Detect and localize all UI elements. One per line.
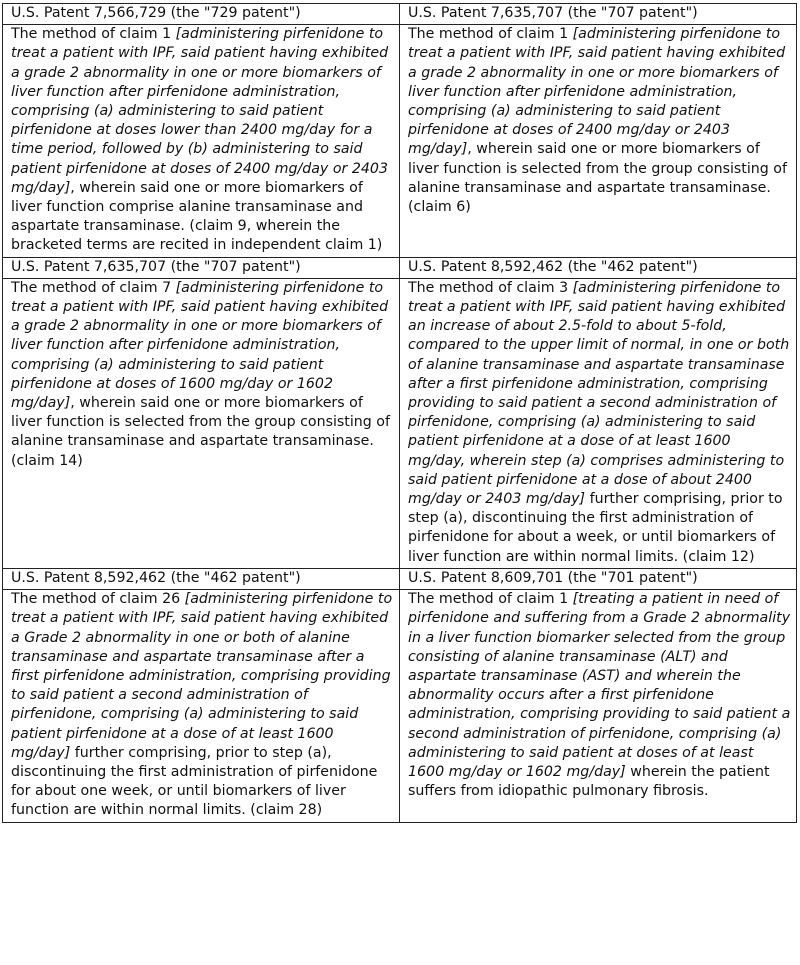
claim-bracketed-terms: [administering pirfenidone to treat a patient with IPF, said patient having exhibited a grade 2 abnormality in one or more biomarkers of liver function after pirfenidone administration, comprising (a) administering to said patient pirfenidone at doses of 2400 mg/day or 2403 mg/day] <box>408 26 786 158</box>
patent-header: U.S. Patent 7,566,729 (the "729 patent") <box>3 4 400 25</box>
claim-text <box>400 590 797 822</box>
claim-text <box>3 278 400 568</box>
claim-row-3 <box>3 590 797 822</box>
claim-text <box>3 590 400 822</box>
claim-suffix: further comprising, prior to step (a), discontinuing the first administration of pirfenidone for about a week, or until biomarkers of liver function are within normal limits. (claim 12) <box>408 491 783 565</box>
patent-header: U.S. Patent 8,609,701 (the "701 patent") <box>400 568 797 589</box>
claim-bracketed-terms: [administering pirfenidone to treat a patient with IPF, said patient having exhibited an increase of about 2.5-fold to about 5-fold, compared to the upper limit of normal, in one or both of alanine transaminase and aspartate transaminase after a first pirfenidone administration, comprising providing to said patient a second administration of pirfenidone, comprising (a) administering to said patient pirfenidone at a dose of at least 1600 mg/day, wherein step (a) comprises administering to said patient pirfenidone at a dose of about 2400 mg/day or 2403 mg/day] <box>408 279 790 508</box>
claim-prefix: The method of claim 1 <box>408 26 573 43</box>
claim-text <box>400 25 797 257</box>
patent-header: U.S. Patent 7,635,707 (the "707 patent") <box>3 257 400 278</box>
patent-header: U.S. Patent 7,635,707 (the "707 patent") <box>400 4 797 25</box>
claim-suffix: , wherein said one or more biomarkers of liver function is selected from the group consisting of alanine transaminase and aspartate transaminase. (claim 6) <box>408 141 787 216</box>
claim-row-2 <box>3 278 797 568</box>
claim-text <box>3 25 400 257</box>
claim-prefix: The method of claim 26 <box>11 591 185 608</box>
claim-suffix: wherein the patient suffers from idiopathic pulmonary fibrosis. <box>408 763 770 800</box>
claim-bracketed-terms: [administering pirfenidone to treat a patient with IPF, said patient having exhibited a grade 2 abnormality in one or more biomarkers of liver function after pirfenidone administration, comprising (a) administering to said patient pirfenidone at doses lower than 2400 mg/day for a time period, followed by (b) administering to said patient pirfenidone at doses of 2400 mg/day or 2403 mg/day] <box>11 26 389 196</box>
header-row-1 <box>3 4 797 25</box>
patent-header: U.S. Patent 8,592,462 (the "462 patent") <box>400 257 797 278</box>
claim-suffix: further comprising, prior to step (a), discontinuing the first administration of pirfenidone for about one week, or until biomarkers of liver function are within normal limits. (claim 28) <box>11 744 378 819</box>
claim-prefix: The method of claim 3 <box>408 279 573 296</box>
header-row-2 <box>3 257 797 278</box>
claim-suffix: , wherein said one or more biomarkers of liver function is selected from the group consisting of alanine transaminase and aspartate transaminase. (claim 14) <box>11 395 390 469</box>
claim-suffix: , wherein said one or more biomarkers of liver function comprise alanine transaminase and aspartate transaminase. (claim 9, wherein the bracketed terms are recited in independent claim 1) <box>11 179 383 254</box>
patent-header: U.S. Patent 8,592,462 (the "462 patent") <box>3 568 400 589</box>
header-row-3 <box>3 568 797 589</box>
claim-row-1 <box>3 25 797 257</box>
claims-table <box>2 3 797 823</box>
claim-bracketed-terms: [administering pirfenidone to treat a patient with IPF, said patient having exhibited a grade 2 abnormality in one or more biomarkers of liver function after pirfenidone administration, comprising (a) administering to said patient pirfenidone at doses of 1600 mg/day or 1602 mg/day] <box>11 279 389 412</box>
claim-prefix: The method of claim 7 <box>11 279 176 296</box>
claim-bracketed-terms: [treating a patient in need of pirfenidone and suffering from a Grade 2 abnormality in a liver function biomarker selected from the group consisting of alanine transaminase (ALT) and aspartate transaminase (AST) and wherein the abnormality occurs after a first pirfenidone administration, comprising providing to said patient a second administration of pirfenidone, comprising (a) administering to said patient at doses of at least 1600 mg/day or 1602 mg/day] <box>408 591 791 780</box>
claim-bracketed-terms: [administering pirfenidone to treat a patient with IPF, said patient having exhibited a Grade 2 abnormality in one or both of alanine transaminase and aspartate transaminase after a first pirfenidone administration, comprising providing to said patient a second administration of pirfenidone, comprising (a) administering to said patient pirfenidone at a dose of at least 1600 mg/day] <box>11 591 393 761</box>
claim-prefix: The method of claim 1 <box>11 26 176 43</box>
claim-prefix: The method of claim 1 <box>408 591 573 608</box>
claim-text <box>400 278 797 568</box>
